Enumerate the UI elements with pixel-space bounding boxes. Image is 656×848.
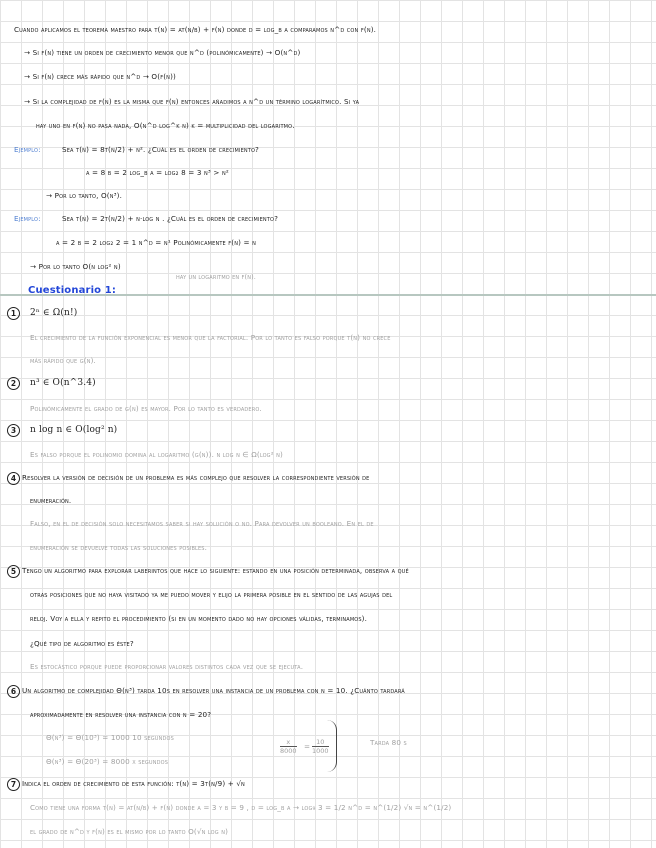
answer-4-cont: enumeración se devuelve todas las soluciones posibles. [30, 543, 208, 552]
fraction-2-denominator: 1000 [312, 747, 329, 755]
question-number-6: 6 [7, 685, 20, 698]
question-7: Indica el orden de crecimiento de esta función: t(n) = 3t(n/9) + √n [22, 779, 245, 788]
answer-7-cont: el grado de n^d y f(n) es el mismo por lo tanto O(√n log n) [30, 827, 229, 836]
work-6-line-1: Θ(n³) = Θ(10³) = 1000 10 segundos [46, 733, 174, 742]
fraction-1-denominator: 8000 [280, 747, 297, 755]
fraction-1 [280, 738, 297, 755]
answer-7: Como tiene una forma t(n) = at(n/b) + f(n) donde a = 3 y b = 9 , d = log_b a → log₉ 3 = 1/2 n^d = n^(1/2) √n = n^(1/2) [30, 803, 452, 812]
case-2: → Si f(n) crece más rápido que n^d → O(f(n)) [24, 72, 176, 81]
question-number-5: 5 [7, 565, 20, 578]
case-3-cont: hay uno en f(n) no pasa nada, O(n^d log^k n) k = multiplicidad del logaritmo. [36, 121, 295, 130]
question-number-1: 1 [7, 307, 20, 320]
answer-4: Falso, en el de decisión solo necesitamos saber si hay solución o no. Para devolver un booleano. En el de [30, 519, 374, 528]
answer-2: Polinómicamente el grado de g(n) es mayor. Por lo tanto es verdadero. [30, 404, 262, 413]
question-5-cont-3: ¿Qué tipo de algoritmo es éste? [30, 639, 134, 648]
quiz-title: Cuestionario 1: [28, 285, 117, 296]
example-2-work: a = 2 b = 2 log₂ 2 = 1 n^d = n¹ Polinómicamente f(n) = n [56, 238, 257, 247]
question-2: n³ ∈ O(n^3.4) [30, 378, 96, 388]
question-number-3: 3 [7, 424, 20, 437]
work-6-line-2: Θ(n³) = Θ(20³) = 8000 x segundos [46, 757, 169, 766]
grouping-brace [326, 720, 337, 772]
answer-3: Es falso porque el polinomio domina al logaritmo (g(n)). n log n ∈ Ω(log² n) [30, 450, 284, 459]
fraction-1-numerator: x [280, 738, 297, 747]
question-number-7: 7 [7, 778, 20, 791]
case-3: → Si la complejidad de f(n) es la misma que f(n) entonces añadimos a n^d un término logarítmico. Si ya [24, 97, 360, 106]
answer-1-cont: más rápido que g(n). [30, 356, 96, 365]
case-1: → Si f(n) tiene un orden de crecimiento menor que n^d (polinómicamente) → O(n^d) [24, 48, 301, 57]
question-number-2: 2 [7, 377, 20, 390]
answer-1: El crecimiento de la función exponencial es menor que la factorial. Por lo tanto es falso porque t(n) no crece [30, 333, 391, 342]
intro-line: Cuando aplicamos el teorema maestro para t(n) = at(n/b) + f(n) donde d = log_b a comparamos n^d con f(n). [14, 25, 377, 34]
question-6: Un algoritmo de complejidad Θ(n³) tarda 10s en resolver una instancia de un problema con n = 10. ¿Cuánto tardará [22, 686, 405, 695]
question-number-4: 4 [7, 472, 20, 485]
example-2-question: Sea t(n) = 2t(n/2) + n·log n . ¿Cuál es el orden de crecimiento? [62, 214, 279, 223]
example-2-note: hay un logaritmo en f(n). [176, 273, 257, 281]
example-1-question: Sea t(n) = 8t(n/2) + n². ¿Cuál es el orden de crecimiento? [62, 145, 260, 154]
question-5: Tengo un algoritmo para explorar laberintos que hace lo siguiente: estando en una posición determinada, observa a qué [22, 566, 409, 575]
question-5-cont-2: reloj. Voy a ella y repito el procedimiento (si en un momento dado no hay opciones válidas, terminamos). [30, 614, 368, 623]
question-6-cont: aproximadamente en resolver una instancia con n = 20? [30, 710, 212, 719]
answer-5: Es estocástico porque puede proporcionar valores distintos cada vez que se ejecuta. [30, 662, 304, 671]
example-1-work: a = 8 b = 2 log_b a = log₂ 8 = 3 n³ > n² [86, 168, 229, 177]
example-2-answer: → Por lo tanto O(n log² n) [30, 262, 121, 271]
example-1-answer: → Por lo tanto, O(n³). [46, 191, 123, 200]
question-5-cont-1: otras posiciones que no haya visitado ya me puedo mover y elijo la primera posible en el sentido de las agujas del [30, 590, 393, 599]
question-4: Resolver la versión de decisión de un problema es más complejo que resolver la correspondiente versión de [22, 473, 370, 482]
question-1: 2ⁿ ∈ Ω(n!) [30, 308, 78, 318]
example-2-label: Ejemplo: [14, 214, 41, 223]
question-3: n log n ∈ O(log² n) [30, 425, 118, 435]
result-6: Tarda 80 s [370, 738, 407, 747]
fraction-2-numerator: 10 [312, 738, 329, 747]
fraction-equals: = [304, 742, 311, 751]
example-1-label: Ejemplo: [14, 145, 41, 154]
question-4-cont: enumeración. [30, 496, 72, 505]
